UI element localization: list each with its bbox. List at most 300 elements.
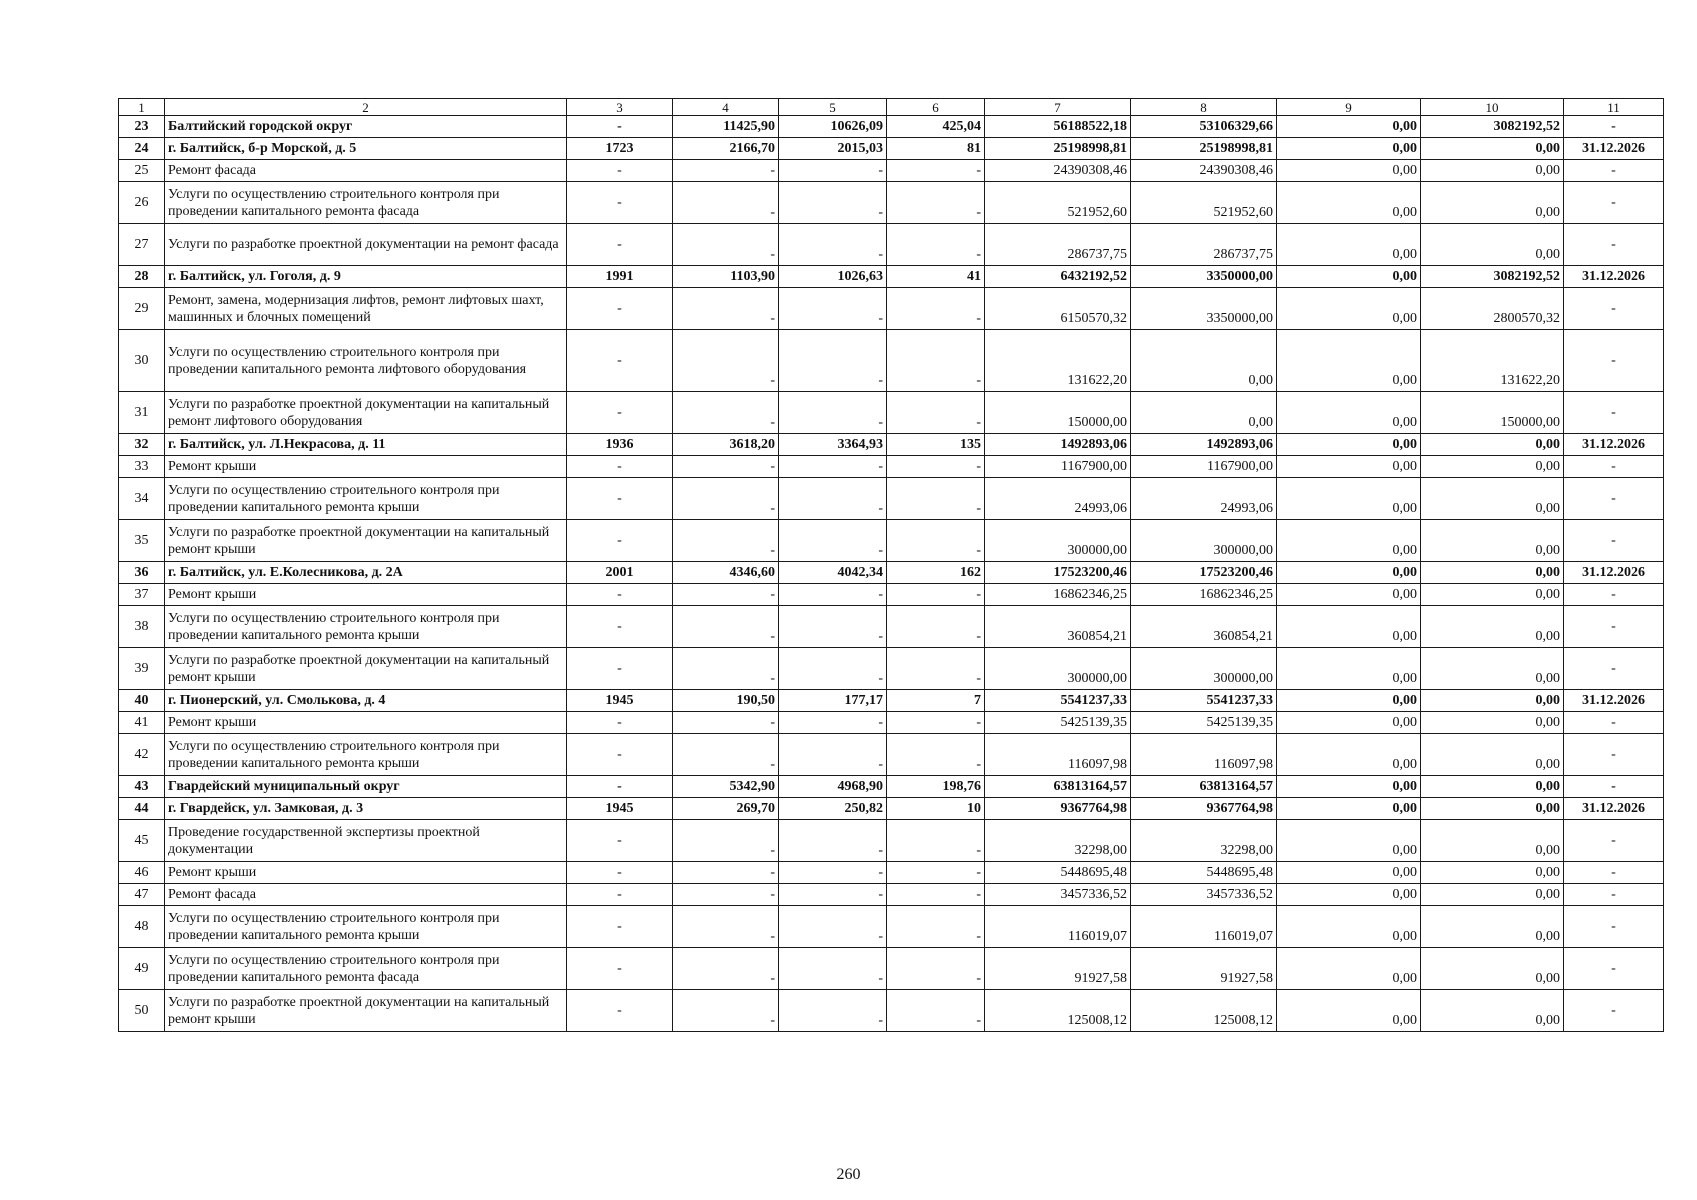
area-total-cell: -	[673, 182, 779, 224]
area-living-cell: 4968,90	[779, 776, 887, 798]
deadline-cell: -	[1564, 288, 1664, 330]
owners-cost-cell: 0,00	[1421, 584, 1564, 606]
header-cell: 1	[119, 99, 165, 116]
area-total-cell: -	[673, 884, 779, 906]
total-cost-cell: 24390308,46	[985, 160, 1131, 182]
area-total-cell: -	[673, 478, 779, 520]
area-total-cell: 4346,60	[673, 562, 779, 584]
fund-cost-cell: 17523200,46	[1131, 562, 1277, 584]
year-cell: 1945	[567, 798, 673, 820]
table-body	[119, 99, 1664, 1032]
fund-cost-cell: 521952,60	[1131, 182, 1277, 224]
owners-cost-cell: 0,00	[1421, 712, 1564, 734]
deadline-cell: -	[1564, 160, 1664, 182]
description-cell: Ремонт крыши	[165, 712, 567, 734]
year-cell: -	[567, 392, 673, 434]
owners-cost-cell: 0,00	[1421, 884, 1564, 906]
year-cell: -	[567, 776, 673, 798]
owners-cost-cell: 0,00	[1421, 690, 1564, 712]
row-number-cell: 43	[119, 776, 165, 798]
deadline-cell: -	[1564, 734, 1664, 776]
area-total-cell: -	[673, 520, 779, 562]
deadline-cell: -	[1564, 116, 1664, 138]
deadline-cell: 31.12.2026	[1564, 138, 1664, 160]
area-living-cell: 177,17	[779, 690, 887, 712]
area-living-cell: -	[779, 584, 887, 606]
fund-cost-cell: 0,00	[1131, 392, 1277, 434]
header-cell: 9	[1277, 99, 1421, 116]
total-cost-cell: 6150570,32	[985, 288, 1131, 330]
owners-cost-cell: 0,00	[1421, 138, 1564, 160]
owners-cost-cell: 0,00	[1421, 224, 1564, 266]
area-living-cell: -	[779, 288, 887, 330]
area-living-cell: 4042,34	[779, 562, 887, 584]
header-cell: 2	[165, 99, 567, 116]
budget-cost-cell: 0,00	[1277, 906, 1421, 948]
total-cost-cell: 24993,06	[985, 478, 1131, 520]
table-row	[119, 820, 1664, 862]
budget-cost-cell: 0,00	[1277, 266, 1421, 288]
year-cell: 1936	[567, 434, 673, 456]
total-cost-cell: 91927,58	[985, 948, 1131, 990]
area-living-cell: 2015,03	[779, 138, 887, 160]
row-number-cell: 32	[119, 434, 165, 456]
budget-cost-cell: 0,00	[1277, 562, 1421, 584]
fund-cost-cell: 286737,75	[1131, 224, 1277, 266]
area-living-cell: -	[779, 734, 887, 776]
fund-cost-cell: 53106329,66	[1131, 116, 1277, 138]
fund-cost-cell: 5541237,33	[1131, 690, 1277, 712]
residents-cell: -	[887, 330, 985, 392]
area-total-cell: -	[673, 820, 779, 862]
area-living-cell: -	[779, 392, 887, 434]
residents-cell: 10	[887, 798, 985, 820]
year-cell: -	[567, 182, 673, 224]
total-cost-cell: 5425139,35	[985, 712, 1131, 734]
owners-cost-cell: 0,00	[1421, 434, 1564, 456]
row-number-cell: 29	[119, 288, 165, 330]
area-living-cell: -	[779, 990, 887, 1032]
description-cell: Балтийский городской округ	[165, 116, 567, 138]
area-total-cell: -	[673, 456, 779, 478]
area-total-cell: -	[673, 392, 779, 434]
residents-cell: 81	[887, 138, 985, 160]
residents-cell: -	[887, 948, 985, 990]
area-living-cell: -	[779, 182, 887, 224]
area-total-cell: -	[673, 948, 779, 990]
area-total-cell: -	[673, 862, 779, 884]
residents-cell: -	[887, 160, 985, 182]
deadline-cell: -	[1564, 520, 1664, 562]
fund-cost-cell: 3457336,52	[1131, 884, 1277, 906]
area-living-cell: -	[779, 606, 887, 648]
owners-cost-cell: 150000,00	[1421, 392, 1564, 434]
header-cell: 10	[1421, 99, 1564, 116]
budget-cost-cell: 0,00	[1277, 116, 1421, 138]
description-cell: Услуги по осуществлению строительного контроля при проведении капитального ремонта крыши	[165, 478, 567, 520]
area-total-cell: -	[673, 288, 779, 330]
table-row	[119, 562, 1664, 584]
area-total-cell: 3618,20	[673, 434, 779, 456]
row-number-cell: 44	[119, 798, 165, 820]
row-number-cell: 36	[119, 562, 165, 584]
header-cell: 5	[779, 99, 887, 116]
area-total-cell: -	[673, 606, 779, 648]
table-row	[119, 948, 1664, 990]
area-living-cell: -	[779, 884, 887, 906]
residents-cell: 7	[887, 690, 985, 712]
header-cell: 8	[1131, 99, 1277, 116]
area-living-cell: -	[779, 224, 887, 266]
area-total-cell: -	[673, 990, 779, 1032]
row-number-cell: 35	[119, 520, 165, 562]
description-cell: Услуги по разработке проектной документации на капитальный ремонт крыши	[165, 520, 567, 562]
year-cell: -	[567, 224, 673, 266]
year-cell: -	[567, 820, 673, 862]
row-number-cell: 30	[119, 330, 165, 392]
year-cell: -	[567, 906, 673, 948]
fund-cost-cell: 116097,98	[1131, 734, 1277, 776]
row-number-cell: 25	[119, 160, 165, 182]
area-total-cell: 190,50	[673, 690, 779, 712]
year-cell: 1991	[567, 266, 673, 288]
total-cost-cell: 116019,07	[985, 906, 1131, 948]
deadline-cell: -	[1564, 884, 1664, 906]
budget-cost-cell: 0,00	[1277, 948, 1421, 990]
header-cell: 7	[985, 99, 1131, 116]
description-cell: Ремонт фасада	[165, 884, 567, 906]
total-cost-cell: 17523200,46	[985, 562, 1131, 584]
deadline-cell: -	[1564, 224, 1664, 266]
budget-cost-cell: 0,00	[1277, 288, 1421, 330]
deadline-cell: -	[1564, 584, 1664, 606]
budget-cost-cell: 0,00	[1277, 456, 1421, 478]
row-number-cell: 50	[119, 990, 165, 1032]
row-number-cell: 24	[119, 138, 165, 160]
fund-cost-cell: 24390308,46	[1131, 160, 1277, 182]
residents-cell: -	[887, 520, 985, 562]
deadline-cell: -	[1564, 456, 1664, 478]
area-total-cell: -	[673, 906, 779, 948]
deadline-cell: -	[1564, 182, 1664, 224]
budget-cost-cell: 0,00	[1277, 690, 1421, 712]
residents-cell: 41	[887, 266, 985, 288]
area-total-cell: 1103,90	[673, 266, 779, 288]
year-cell: -	[567, 648, 673, 690]
row-number-cell: 39	[119, 648, 165, 690]
total-cost-cell: 116097,98	[985, 734, 1131, 776]
table-row	[119, 456, 1664, 478]
residents-cell: -	[887, 288, 985, 330]
year-cell: -	[567, 990, 673, 1032]
fund-cost-cell: 9367764,98	[1131, 798, 1277, 820]
table-row	[119, 648, 1664, 690]
fund-cost-cell: 116019,07	[1131, 906, 1277, 948]
total-cost-cell: 56188522,18	[985, 116, 1131, 138]
area-total-cell: 269,70	[673, 798, 779, 820]
deadline-cell: 31.12.2026	[1564, 266, 1664, 288]
year-cell: -	[567, 330, 673, 392]
row-number-cell: 42	[119, 734, 165, 776]
area-living-cell: -	[779, 456, 887, 478]
fund-cost-cell: 25198998,81	[1131, 138, 1277, 160]
budget-cost-cell: 0,00	[1277, 182, 1421, 224]
deadline-cell: -	[1564, 648, 1664, 690]
area-living-cell: -	[779, 948, 887, 990]
table-row	[119, 116, 1664, 138]
row-number-cell: 34	[119, 478, 165, 520]
fund-cost-cell: 3350000,00	[1131, 266, 1277, 288]
year-cell: -	[567, 288, 673, 330]
row-number-cell: 31	[119, 392, 165, 434]
description-cell: Услуги по осуществлению строительного контроля при проведении капитального ремонта крыши	[165, 734, 567, 776]
area-living-cell: -	[779, 906, 887, 948]
owners-cost-cell: 0,00	[1421, 820, 1564, 862]
total-cost-cell: 286737,75	[985, 224, 1131, 266]
deadline-cell: 31.12.2026	[1564, 434, 1664, 456]
description-cell: г. Балтийск, ул. Е.Колесникова, д. 2А	[165, 562, 567, 584]
owners-cost-cell: 0,00	[1421, 182, 1564, 224]
residents-cell: -	[887, 606, 985, 648]
header-cell: 6	[887, 99, 985, 116]
budget-cost-cell: 0,00	[1277, 798, 1421, 820]
area-living-cell: 1026,63	[779, 266, 887, 288]
fund-cost-cell: 0,00	[1131, 330, 1277, 392]
total-cost-cell: 360854,21	[985, 606, 1131, 648]
deadline-cell: -	[1564, 776, 1664, 798]
table-row	[119, 776, 1664, 798]
deadline-cell: -	[1564, 478, 1664, 520]
description-cell: Услуги по осуществлению строительного контроля при проведении капитального ремонта фасада	[165, 182, 567, 224]
fund-cost-cell: 91927,58	[1131, 948, 1277, 990]
budget-cost-cell: 0,00	[1277, 160, 1421, 182]
row-number-cell: 37	[119, 584, 165, 606]
description-cell: Ремонт, замена, модернизация лифтов, ремонт лифтовых шахт, машинных и блочных помещений	[165, 288, 567, 330]
deadline-cell: -	[1564, 606, 1664, 648]
area-total-cell: -	[673, 584, 779, 606]
owners-cost-cell: 0,00	[1421, 990, 1564, 1032]
fund-cost-cell: 1167900,00	[1131, 456, 1277, 478]
owners-cost-cell: 0,00	[1421, 862, 1564, 884]
description-cell: Услуги по разработке проектной документации на капитальный ремонт крыши	[165, 648, 567, 690]
budget-cost-cell: 0,00	[1277, 330, 1421, 392]
owners-cost-cell: 3082192,52	[1421, 266, 1564, 288]
header-cell: 11	[1564, 99, 1664, 116]
table-row	[119, 734, 1664, 776]
residents-cell: -	[887, 648, 985, 690]
residents-cell: -	[887, 478, 985, 520]
header-cell: 4	[673, 99, 779, 116]
area-living-cell: -	[779, 712, 887, 734]
description-cell: Услуги по осуществлению строительного контроля при проведении капитального ремонта лифтового оборудования	[165, 330, 567, 392]
residents-cell: -	[887, 712, 985, 734]
owners-cost-cell: 3082192,52	[1421, 116, 1564, 138]
budget-cost-cell: 0,00	[1277, 884, 1421, 906]
description-cell: Ремонт крыши	[165, 456, 567, 478]
budget-cost-cell: 0,00	[1277, 712, 1421, 734]
table-row	[119, 434, 1664, 456]
fund-cost-cell: 360854,21	[1131, 606, 1277, 648]
area-total-cell: -	[673, 330, 779, 392]
total-cost-cell: 25198998,81	[985, 138, 1131, 160]
row-number-cell: 46	[119, 862, 165, 884]
owners-cost-cell: 0,00	[1421, 648, 1564, 690]
fund-cost-cell: 125008,12	[1131, 990, 1277, 1032]
description-cell: Услуги по разработке проектной документации на ремонт фасада	[165, 224, 567, 266]
year-cell: -	[567, 734, 673, 776]
total-cost-cell: 63813164,57	[985, 776, 1131, 798]
table-row	[119, 584, 1664, 606]
row-number-cell: 45	[119, 820, 165, 862]
owners-cost-cell: 0,00	[1421, 734, 1564, 776]
deadline-cell: -	[1564, 948, 1664, 990]
residents-cell: -	[887, 392, 985, 434]
budget-cost-cell: 0,00	[1277, 862, 1421, 884]
area-total-cell: -	[673, 224, 779, 266]
table-row	[119, 182, 1664, 224]
year-cell: -	[567, 160, 673, 182]
table-row	[119, 862, 1664, 884]
table-row	[119, 138, 1664, 160]
row-number-cell: 48	[119, 906, 165, 948]
deadline-cell: -	[1564, 712, 1664, 734]
deadline-cell: 31.12.2026	[1564, 798, 1664, 820]
total-cost-cell: 5541237,33	[985, 690, 1131, 712]
total-cost-cell: 5448695,48	[985, 862, 1131, 884]
residents-cell: -	[887, 584, 985, 606]
year-cell: -	[567, 456, 673, 478]
area-living-cell: -	[779, 478, 887, 520]
residents-cell: -	[887, 734, 985, 776]
description-cell: Ремонт крыши	[165, 584, 567, 606]
description-cell: Услуги по разработке проектной документации на капитальный ремонт лифтового оборудования	[165, 392, 567, 434]
owners-cost-cell: 0,00	[1421, 160, 1564, 182]
budget-cost-cell: 0,00	[1277, 478, 1421, 520]
row-number-cell: 23	[119, 116, 165, 138]
fund-cost-cell: 300000,00	[1131, 520, 1277, 562]
residents-cell: 135	[887, 434, 985, 456]
data-table	[118, 98, 1664, 1032]
area-living-cell: -	[779, 520, 887, 562]
owners-cost-cell: 0,00	[1421, 478, 1564, 520]
total-cost-cell: 131622,20	[985, 330, 1131, 392]
area-living-cell: -	[779, 820, 887, 862]
owners-cost-cell: 2800570,32	[1421, 288, 1564, 330]
fund-cost-cell: 5448695,48	[1131, 862, 1277, 884]
table-row	[119, 330, 1664, 392]
owners-cost-cell: 0,00	[1421, 906, 1564, 948]
row-number-cell: 26	[119, 182, 165, 224]
fund-cost-cell: 16862346,25	[1131, 584, 1277, 606]
description-cell: г. Гвардейск, ул. Замковая, д. 3	[165, 798, 567, 820]
deadline-cell: -	[1564, 330, 1664, 392]
fund-cost-cell: 300000,00	[1131, 648, 1277, 690]
fund-cost-cell: 5425139,35	[1131, 712, 1277, 734]
year-cell: -	[567, 948, 673, 990]
area-living-cell: 3364,93	[779, 434, 887, 456]
deadline-cell: -	[1564, 392, 1664, 434]
description-cell: Услуги по осуществлению строительного контроля при проведении капитального ремонта фасада	[165, 948, 567, 990]
description-cell: Услуги по осуществлению строительного контроля при проведении капитального ремонта крыши	[165, 906, 567, 948]
budget-cost-cell: 0,00	[1277, 648, 1421, 690]
total-cost-cell: 6432192,52	[985, 266, 1131, 288]
fund-cost-cell: 63813164,57	[1131, 776, 1277, 798]
row-number-cell: 38	[119, 606, 165, 648]
total-cost-cell: 300000,00	[985, 648, 1131, 690]
residents-cell: -	[887, 456, 985, 478]
table-row	[119, 606, 1664, 648]
deadline-cell: -	[1564, 820, 1664, 862]
area-living-cell: 10626,09	[779, 116, 887, 138]
fund-cost-cell: 24993,06	[1131, 478, 1277, 520]
deadline-cell: -	[1564, 906, 1664, 948]
year-cell: -	[567, 712, 673, 734]
total-cost-cell: 300000,00	[985, 520, 1131, 562]
table-row	[119, 990, 1664, 1032]
owners-cost-cell: 0,00	[1421, 776, 1564, 798]
total-cost-cell: 150000,00	[985, 392, 1131, 434]
row-number-cell: 27	[119, 224, 165, 266]
total-cost-cell: 16862346,25	[985, 584, 1131, 606]
description-cell: Услуги по осуществлению строительного контроля при проведении капитального ремонта крыши	[165, 606, 567, 648]
area-total-cell: 11425,90	[673, 116, 779, 138]
area-total-cell: -	[673, 734, 779, 776]
area-total-cell: -	[673, 648, 779, 690]
row-number-cell: 41	[119, 712, 165, 734]
fund-cost-cell: 3350000,00	[1131, 288, 1277, 330]
year-cell: -	[567, 478, 673, 520]
year-cell: -	[567, 862, 673, 884]
deadline-cell: -	[1564, 990, 1664, 1032]
deadline-cell: -	[1564, 862, 1664, 884]
year-cell: 1945	[567, 690, 673, 712]
budget-cost-cell: 0,00	[1277, 606, 1421, 648]
year-cell: 1723	[567, 138, 673, 160]
row-number-cell: 28	[119, 266, 165, 288]
budget-cost-cell: 0,00	[1277, 584, 1421, 606]
owners-cost-cell: 0,00	[1421, 798, 1564, 820]
area-total-cell: -	[673, 160, 779, 182]
residents-cell: -	[887, 820, 985, 862]
owners-cost-cell: 0,00	[1421, 562, 1564, 584]
description-cell: Ремонт крыши	[165, 862, 567, 884]
year-cell: -	[567, 520, 673, 562]
area-living-cell: -	[779, 160, 887, 182]
budget-cost-cell: 0,00	[1277, 820, 1421, 862]
residents-cell: -	[887, 182, 985, 224]
owners-cost-cell: 0,00	[1421, 520, 1564, 562]
description-cell: Ремонт фасада	[165, 160, 567, 182]
table-row	[119, 520, 1664, 562]
budget-cost-cell: 0,00	[1277, 138, 1421, 160]
description-cell: г. Пионерский, ул. Смолькова, д. 4	[165, 690, 567, 712]
budget-cost-cell: 0,00	[1277, 392, 1421, 434]
total-cost-cell: 9367764,98	[985, 798, 1131, 820]
row-number-cell: 47	[119, 884, 165, 906]
table-row	[119, 288, 1664, 330]
budget-cost-cell: 0,00	[1277, 224, 1421, 266]
total-cost-cell: 521952,60	[985, 182, 1131, 224]
owners-cost-cell: 0,00	[1421, 948, 1564, 990]
row-number-cell: 33	[119, 456, 165, 478]
budget-cost-cell: 0,00	[1277, 520, 1421, 562]
area-living-cell: 250,82	[779, 798, 887, 820]
table-row	[119, 884, 1664, 906]
fund-cost-cell: 1492893,06	[1131, 434, 1277, 456]
area-living-cell: -	[779, 862, 887, 884]
residents-cell: -	[887, 906, 985, 948]
description-cell: Проведение государственной экспертизы проектной документации	[165, 820, 567, 862]
